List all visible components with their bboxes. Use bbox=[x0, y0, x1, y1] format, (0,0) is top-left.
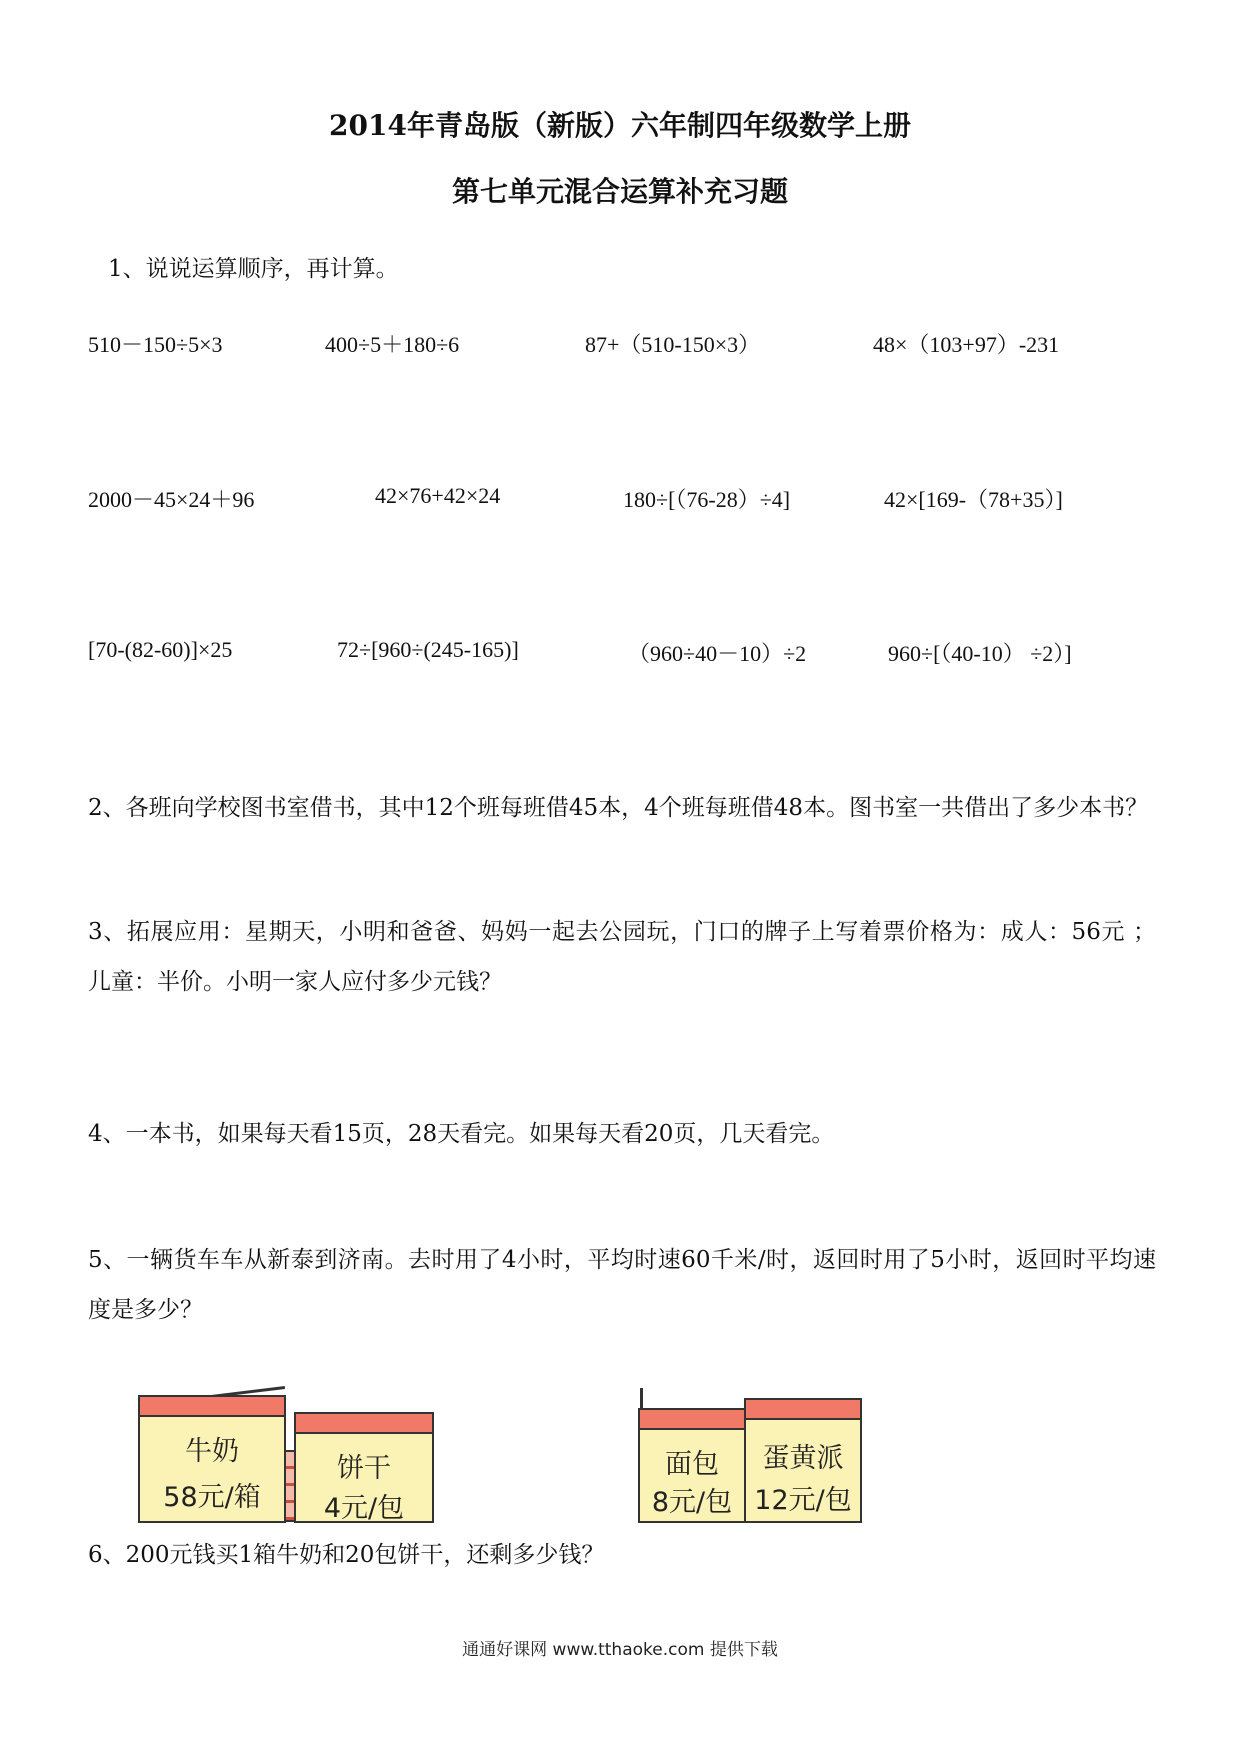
biscuit-sign bbox=[294, 1412, 434, 1523]
biscuit-sign-name: 饼干 bbox=[337, 1453, 391, 1484]
question-1-heading: 1、说说运算顺序，再计算。 bbox=[108, 256, 399, 282]
question-4: 4、一本书，如果每天看15页，28天看完。如果每天看20页，几天看完。 bbox=[88, 1121, 835, 1147]
expression: 400÷5＋180÷6 bbox=[325, 332, 460, 357]
egg-pie-sign bbox=[744, 1398, 862, 1523]
expression: 960÷[（40-10） ÷2）] bbox=[888, 641, 1072, 666]
expression: 48×（103+97）-231 bbox=[873, 332, 1060, 357]
biscuit-sign-price: 4元/包 bbox=[323, 1493, 405, 1524]
expression: 510－150÷5×3 bbox=[88, 332, 223, 357]
question-2: 2、各班向学校图书室借书，其中12个班每班借45本，4个班每班借48本。图书室一共借出了多少本书？ bbox=[88, 795, 1149, 821]
milk-sign-price: 58元/箱 bbox=[163, 1482, 261, 1513]
title-line-1: 2014年青岛版（新版）六年制四年级数学上册 bbox=[329, 109, 911, 142]
title-line-2: 第七单元混合运算补充习题 bbox=[451, 175, 788, 208]
bread-sign-name: 面包 bbox=[665, 1449, 719, 1480]
expression: 42×76+42×24 bbox=[375, 483, 501, 508]
bread-sign-price: 8元/包 bbox=[651, 1487, 733, 1518]
question-6: 6、200元钱买1箱牛奶和20包饼干，还剩多少钱？ bbox=[88, 1542, 605, 1568]
expression: 180÷[（76-28）÷4] bbox=[623, 487, 791, 512]
question-3: 3、拓展应用：星期天，小明和爸爸、妈妈一起去公园玩，门口的牌子上写着票价格为：成人：56元 ； 儿童：半价。小明一家人应付多少元钱？ bbox=[88, 919, 1156, 995]
expression: 87+（510-150×3） bbox=[585, 332, 761, 357]
milk-sign-name: 牛奶 bbox=[185, 1436, 239, 1467]
expression: （960÷40－10）÷2 bbox=[628, 641, 807, 666]
expression: 42×[169-（78+35）] bbox=[884, 487, 1063, 512]
egg-pie-sign-name: 蛋黄派 bbox=[762, 1443, 844, 1474]
milk-sign bbox=[138, 1395, 286, 1523]
bread-sign bbox=[638, 1408, 746, 1523]
footer-credit: 通通好课网 www.tthaoke.com 提供下载 bbox=[462, 1640, 778, 1660]
expression: 72÷[960÷(245-165)] bbox=[337, 637, 519, 662]
egg-pie-sign-price: 12元/包 bbox=[754, 1485, 852, 1516]
expression: [70-(82-60)]×25 bbox=[88, 637, 233, 662]
expression: 2000－45×24＋96 bbox=[88, 487, 255, 512]
question-5: 5、一辆货车车从新泰到济南。去时用了4小时，平均时速60千米/时，返回时用了5小时，返回时平均速度是多少？ bbox=[88, 1247, 1156, 1323]
